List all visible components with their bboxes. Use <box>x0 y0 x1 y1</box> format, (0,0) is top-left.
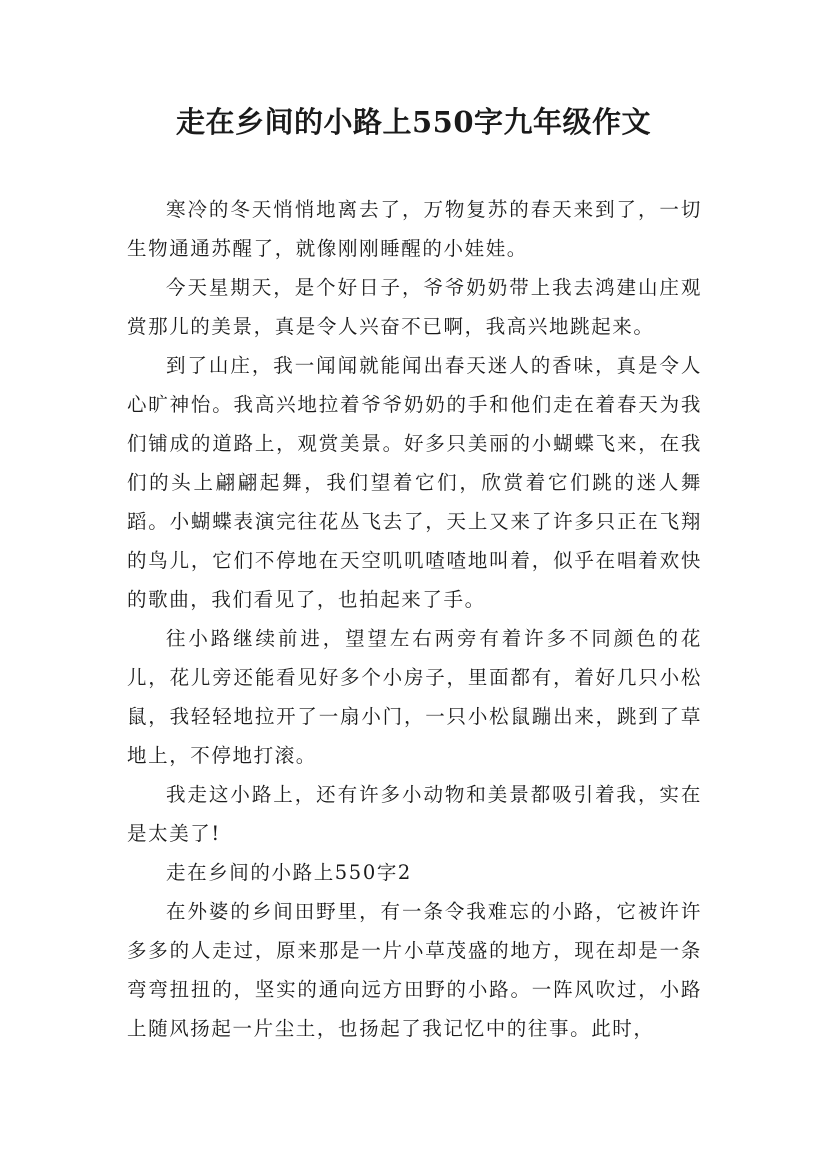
paragraph: 我走这小路上，还有许多小动物和美景都吸引着我，实在是太美了! <box>127 783 702 845</box>
paragraph: 到了山庄，我一闻闻就能闻出春天迷人的香味，真是令人心旷神怡。我高兴地拉着爷爷奶奶的手和他们走在着春天为我们铺成的道路上，观赏美景。好多只美丽的小蝴蝶飞来，在我们的头上翩翩起舞，我们望着它们，欣赏着它们跳的迷人舞蹈。小蝴蝶表演完往花丛飞去了，天上又来了许多只正在飞翔的鸟儿，它们不停地在天空叽叽喳喳地叫着，似乎在唱着欢快的歌曲，我们看见了，也拍起来了手。 <box>127 354 702 611</box>
paragraph: 往小路继续前进，望望左右两旁有着许多不同颜色的花儿，花儿旁还能看见好多个小房子，里面都有，着好几只小松鼠，我轻轻地拉开了一扇小门，一只小松鼠蹦出来，跳到了草地上，不停地打滚。 <box>127 627 702 767</box>
section-heading: 走在乡间的小路上550字2 <box>166 861 412 884</box>
paragraph: 在外婆的乡间田野里，有一条令我难忘的小路，它被许许多多的人走过，原来那是一片小草茂盛的地方，现在却是一条弯弯扭扭的，坚实的通向远方田野的小路。一阵风吹过，小路上随风扬起一片尘土，也扬起了我记忆中的往事。此时， <box>127 900 702 1040</box>
paragraph: 寒冷的冬天悄悄地离去了，万物复苏的春天来到了，一切生物通通苏醒了，就像刚刚睡醒的小娃娃。 <box>127 198 702 260</box>
paragraph: 今天星期天，是个好日子，爷爷奶奶带上我去鸿建山庄观赏那儿的美景，真是令人兴奋不已啊，我高兴地跳起来。 <box>127 276 702 338</box>
document-body <box>127 190 702 1048</box>
document-title: 走在乡间的小路上550字九年级作文 <box>175 105 652 139</box>
